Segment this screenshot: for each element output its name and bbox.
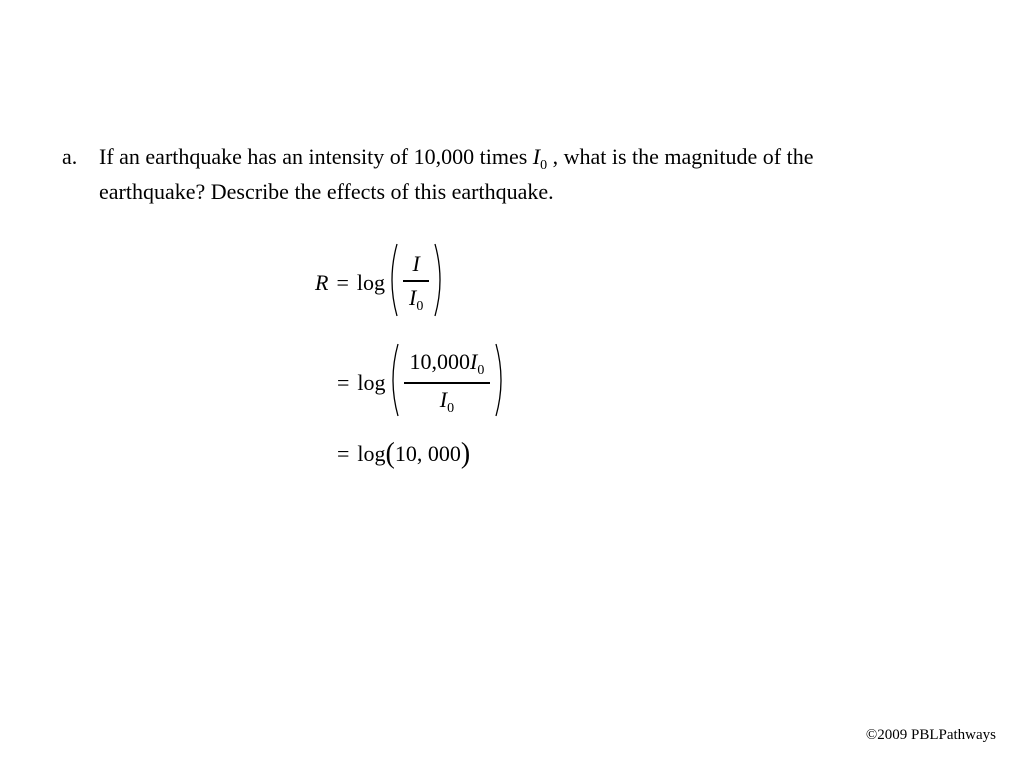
denominator-variable: I	[439, 386, 448, 412]
intensity-variable: I	[532, 144, 541, 169]
magnitude-variable: R	[315, 270, 329, 295]
copyright-footer: ©2009 PBLPathways	[865, 727, 996, 743]
equation-row-1	[315, 242, 447, 324]
intensity-subscript: 0	[540, 158, 548, 173]
fraction-10000I0-over-I0	[404, 350, 491, 415]
log-argument: 10, 000	[394, 441, 461, 466]
right-paren	[494, 342, 508, 424]
log-function: log	[356, 270, 385, 295]
question-label: a.	[62, 144, 78, 169]
left-paren	[386, 342, 400, 424]
fraction-numerator: I	[412, 251, 420, 277]
numerator-number: 10,000	[409, 349, 471, 375]
left-paren	[385, 242, 399, 324]
denominator-subscript: 0	[447, 400, 455, 416]
question-text	[99, 141, 962, 207]
right-paren	[433, 242, 447, 324]
fraction-I-over-I0	[403, 252, 429, 313]
log-function: log	[357, 370, 386, 395]
fraction-denominator	[434, 384, 460, 416]
numerator-subscript: 0	[477, 363, 485, 379]
equation-row-2	[337, 342, 508, 424]
numerator-variable: I	[470, 349, 478, 375]
equals-sign: =	[336, 270, 349, 295]
denominator-subscript: 0	[416, 298, 424, 314]
question-text-start: If an earthquake has an intensity of 10,000 times	[99, 144, 533, 169]
fraction-denominator	[403, 282, 429, 314]
log-function: log	[357, 441, 386, 466]
equals-sign: =	[337, 441, 350, 466]
equation-row-3	[337, 437, 471, 470]
right-paren: )	[460, 437, 471, 470]
denominator-variable: I	[409, 284, 417, 310]
question-a	[62, 141, 962, 207]
equals-sign: =	[337, 370, 350, 395]
question-line-2: earthquake? Describe the effects of this earthquake.	[99, 179, 554, 204]
left-paren: (	[385, 437, 395, 470]
question-text-end: , what is the magnitude of the	[547, 144, 814, 169]
question-line-1	[99, 141, 962, 176]
fraction-numerator	[404, 350, 491, 382]
